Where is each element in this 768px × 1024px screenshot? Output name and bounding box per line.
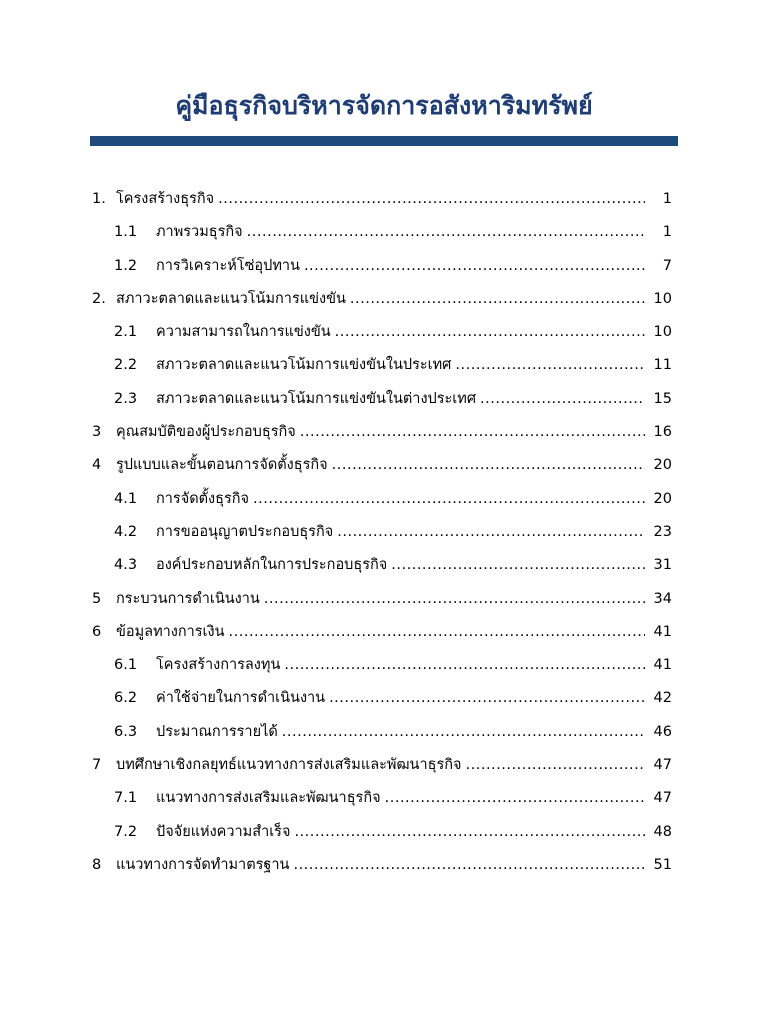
toc-entry [0, 749, 768, 782]
toc-dot-leader [337, 516, 645, 549]
toc-entry [0, 583, 768, 616]
toc-entry-page: 41 [653, 657, 672, 674]
toc-dot-leader [385, 782, 645, 815]
toc-entry-label: สภาวะตลาดและแนวโน้มการแข่งขัน [116, 290, 346, 307]
toc-entry-number: 7 [92, 757, 102, 774]
toc-entry [0, 649, 768, 682]
table-of-contents [0, 183, 768, 882]
toc-entry-label: ค่าใช้จ่ายในการดำเนินงาน [156, 690, 326, 707]
toc-entry [0, 782, 768, 815]
toc-entry-label: การจัดตั้งธุรกิจ [156, 490, 250, 507]
toc-entry-label: โครงสร้างธุรกิจ [116, 191, 215, 207]
toc-entry-number: 4.2 [114, 523, 138, 540]
toc-dot-leader [247, 216, 645, 249]
toc-entry [0, 483, 768, 516]
toc-dot-leader [455, 349, 645, 382]
toc-entry [0, 316, 768, 349]
toc-entry-label: ประมาณการรายได้ [156, 723, 278, 740]
toc-entry-page: 42 [653, 690, 672, 707]
toc-dot-leader [218, 183, 645, 216]
toc-entry-page: 15 [653, 390, 672, 407]
toc-entry-page: 47 [653, 757, 672, 774]
toc-entry-number: 3 [92, 424, 102, 441]
toc-entry [0, 383, 768, 416]
toc-dot-leader [300, 416, 645, 449]
toc-entry-label: โครงสร้างการลงทุน [156, 657, 281, 674]
toc-entry-page: 7 [662, 257, 672, 274]
toc-entry [0, 716, 768, 749]
toc-entry [0, 682, 768, 715]
toc-entry-number: 8 [92, 856, 102, 873]
toc-entry [0, 816, 768, 849]
toc-entry-label: การขออนุญาตประกอบธุรกิจ [156, 523, 334, 540]
toc-dot-leader [391, 549, 645, 582]
toc-entry [0, 250, 768, 283]
toc-entry-number: 4.1 [114, 490, 138, 507]
toc-entry-label: บทศึกษาเชิงกลยุทธ์แนวทางการส่งเสริมและพัฒนาธุรกิจ [116, 757, 462, 774]
toc-dot-leader [229, 616, 645, 649]
toc-entry-number: 2.2 [114, 357, 138, 374]
toc-entry-page: 10 [653, 324, 672, 341]
toc-entry-label: สภาวะตลาดและแนวโน้มการแข่งขันในประเทศ [156, 357, 452, 374]
toc-entry [0, 449, 768, 482]
toc-entry-page: 10 [653, 290, 672, 307]
toc-entry-number: 7.1 [114, 790, 138, 807]
toc-entry-number: 2. [92, 290, 106, 307]
toc-dot-leader [480, 383, 645, 416]
toc-dot-leader [350, 283, 645, 316]
toc-dot-leader [294, 816, 645, 849]
toc-dot-leader [304, 250, 645, 283]
toc-entry [0, 416, 768, 449]
toc-entry-label: ข้อมูลทางการเงิน [116, 623, 225, 640]
toc-entry-page: 47 [653, 790, 672, 807]
toc-entry-label: แนวทางการส่งเสริมและพัฒนาธุรกิจ [156, 790, 381, 807]
toc-entry-label: องค์ประกอบหลักในการประกอบธุรกิจ [156, 557, 388, 574]
toc-dot-leader [284, 649, 645, 682]
toc-dot-leader [282, 716, 645, 749]
toc-entry-page: 23 [653, 523, 672, 540]
toc-entry-number: 1.1 [114, 224, 138, 241]
toc-entry [0, 616, 768, 649]
toc-entry-number: 6.3 [114, 723, 138, 740]
toc-entry-number: 6.2 [114, 690, 138, 707]
toc-entry-label: ปัจจัยแห่งความสำเร็จ [156, 823, 291, 840]
toc-dot-leader [466, 749, 645, 782]
toc-entry [0, 216, 768, 249]
toc-entry-label: สภาวะตลาดและแนวโน้มการแข่งขันในต่างประเทศ [156, 390, 477, 407]
toc-entry-number: 4 [92, 457, 102, 474]
toc-entry [0, 549, 768, 582]
toc-dot-leader [335, 316, 645, 349]
toc-entry-label: ความสามารถในการแข่งขัน [156, 324, 331, 341]
toc-entry [0, 849, 768, 882]
toc-entry-page: 16 [653, 424, 672, 441]
toc-entry-page: 51 [653, 856, 672, 873]
toc-entry-number: 1.2 [114, 257, 138, 274]
toc-entry [0, 183, 768, 216]
toc-entry-page: 1 [662, 191, 672, 207]
toc-entry-label: คุณสมบัติของผู้ประกอบธุรกิจ [116, 424, 296, 441]
toc-entry-page: 34 [653, 590, 672, 607]
toc-dot-leader [264, 583, 645, 616]
toc-entry-label: ภาพรวมธุรกิจ [156, 224, 243, 241]
toc-dot-leader [253, 483, 645, 516]
toc-entry-label: แนวทางการจัดทำมาตรฐาน [116, 856, 290, 873]
toc-dot-leader [332, 449, 645, 482]
toc-entry-page: 41 [653, 623, 672, 640]
toc-entry-page: 20 [653, 490, 672, 507]
title-underline-bar [90, 136, 678, 146]
toc-entry-page: 48 [653, 823, 672, 840]
toc-dot-leader [329, 682, 645, 715]
toc-entry-label: กระบวนการดำเนินงาน [116, 590, 260, 607]
toc-entry-number: 7.2 [114, 823, 138, 840]
toc-entry [0, 283, 768, 316]
toc-dot-leader [293, 849, 645, 882]
toc-entry-page: 11 [653, 357, 672, 374]
toc-entry-label: รูปแบบและขั้นตอนการจัดตั้งธุรกิจ [116, 457, 328, 474]
toc-entry-page: 20 [653, 457, 672, 474]
toc-entry-number: 2.3 [114, 390, 138, 407]
toc-entry [0, 516, 768, 549]
toc-entry-number: 2.1 [114, 324, 138, 341]
toc-entry-label: การวิเคราะห์โซ่อุปทาน [156, 257, 300, 274]
toc-entry-number: 6.1 [114, 657, 138, 674]
toc-entry [0, 349, 768, 382]
toc-entry-number: 5 [92, 590, 102, 607]
toc-entry-page: 46 [653, 723, 672, 740]
toc-entry-page: 1 [662, 224, 672, 241]
toc-entry-page: 31 [653, 557, 672, 574]
toc-entry-number: 6 [92, 623, 102, 640]
toc-entry-number: 1. [92, 191, 106, 207]
toc-entry-number: 4.3 [114, 557, 138, 574]
document-title: คู่มือธุรกิจบริหารจัดการอสังหาริมทรัพย์ [175, 91, 593, 120]
